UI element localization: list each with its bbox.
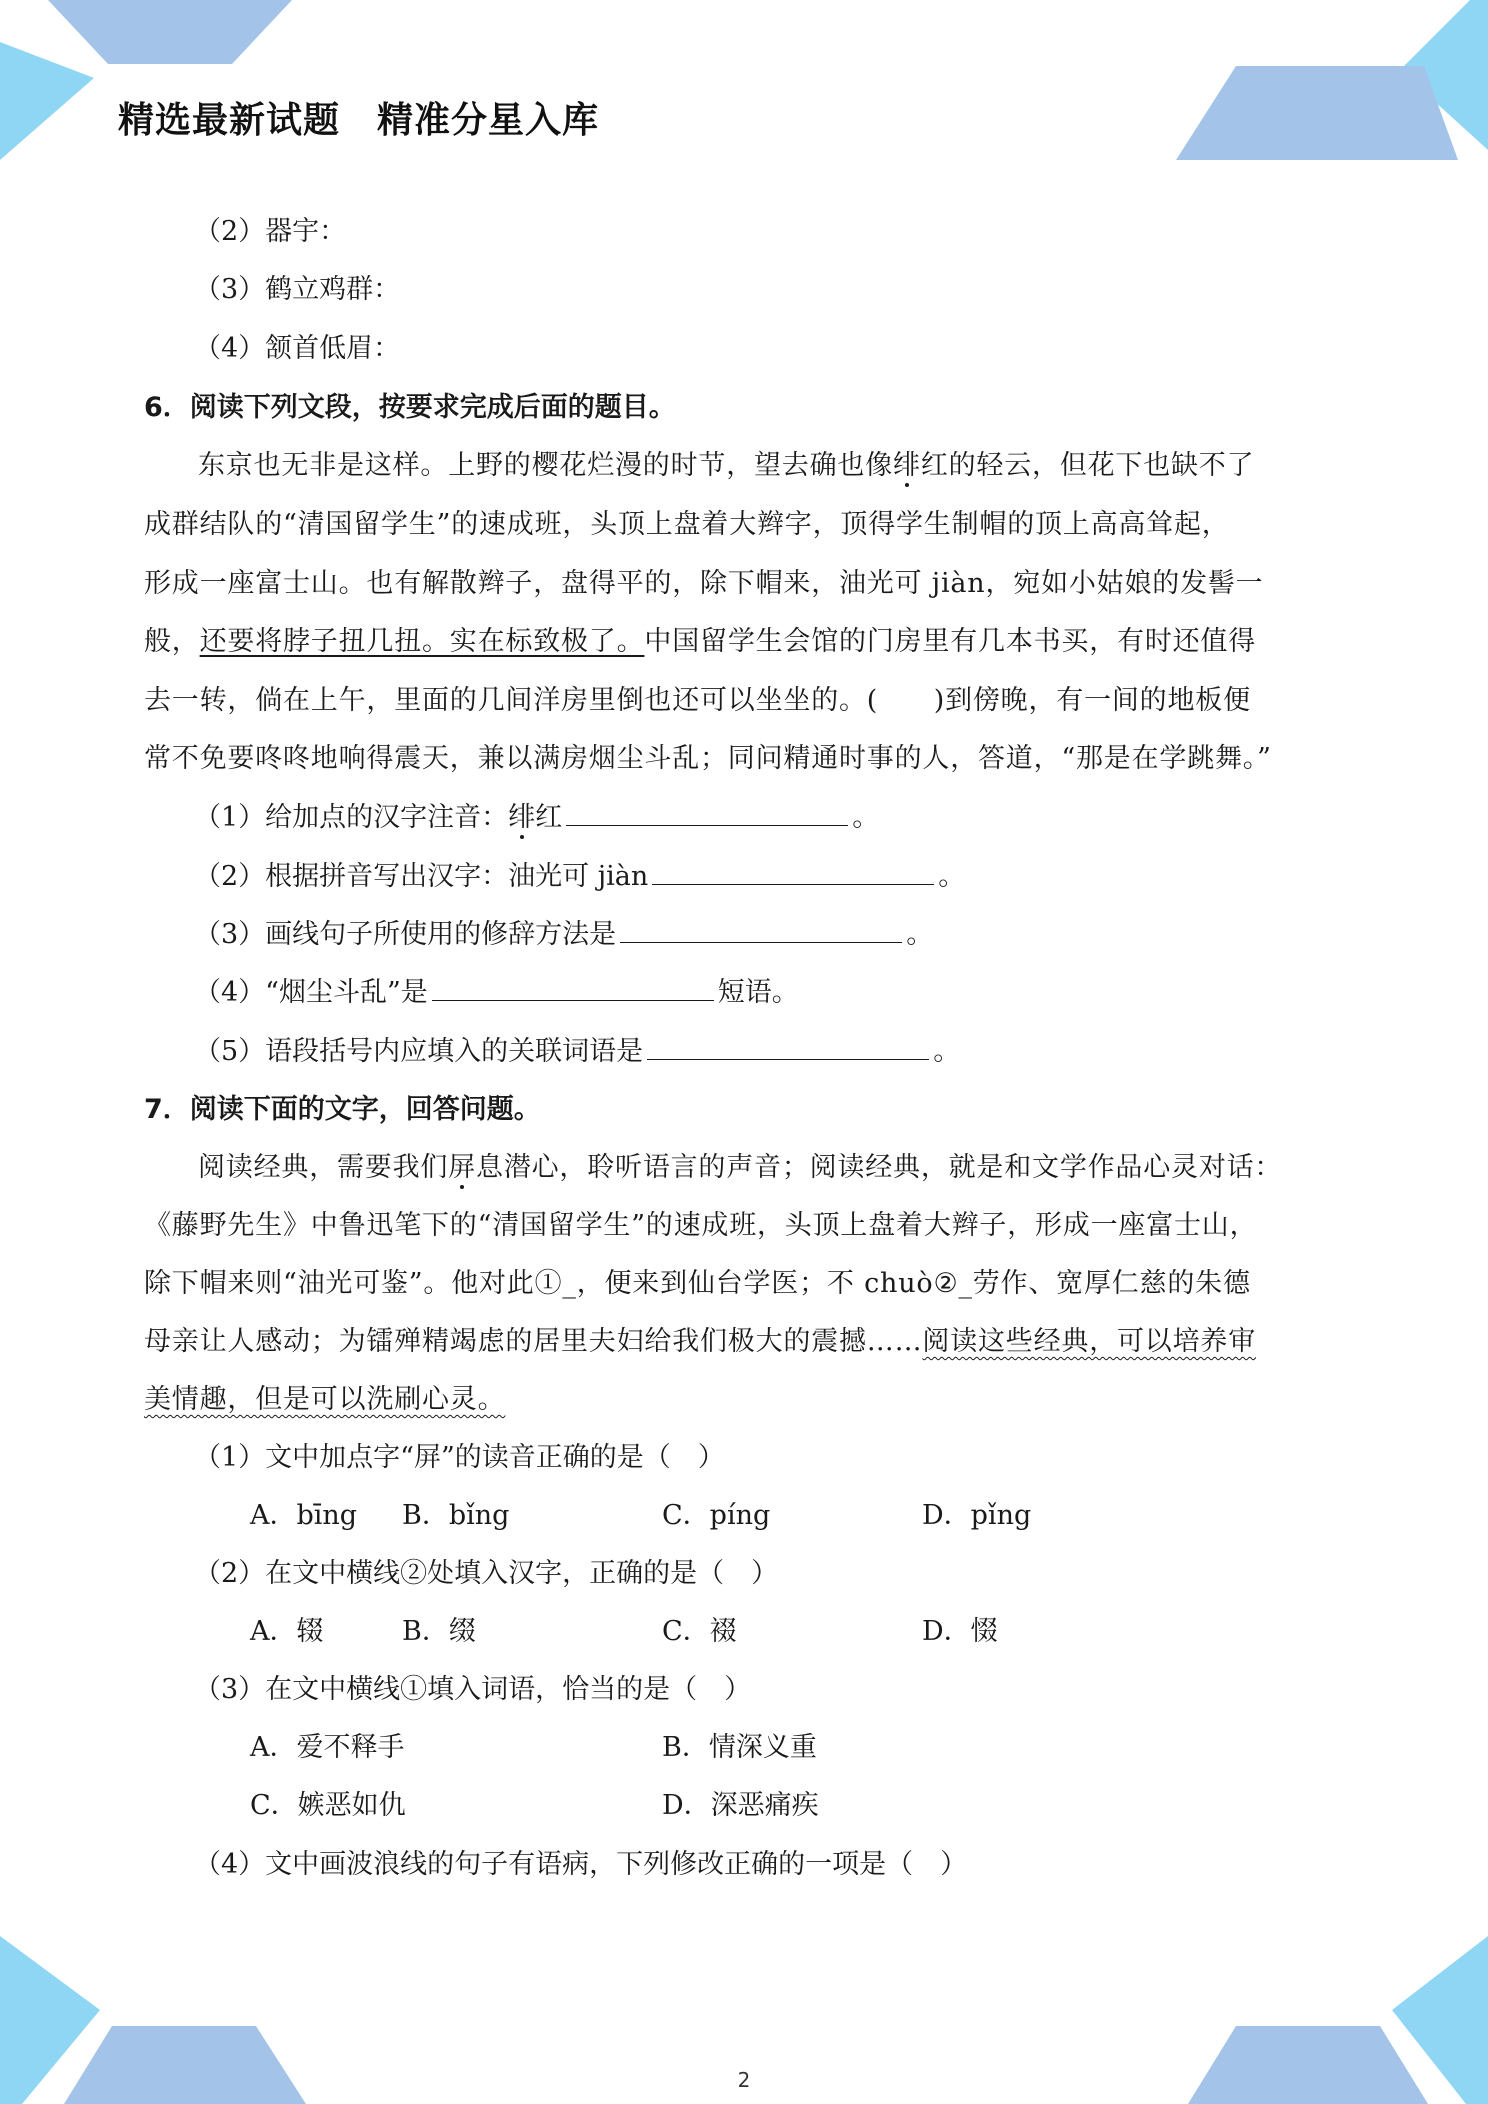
option-d[interactable]: D．惙: [922, 1616, 998, 1647]
list-item: （2）器宇：: [194, 216, 347, 247]
sub-question: （4）文中画波浪线的句子有语病，下列修改正确的一项是（ ）: [194, 1849, 968, 1880]
dotted-char: 绯: [893, 450, 921, 481]
option-b[interactable]: B．缀: [402, 1616, 476, 1647]
page-header-title: 精选最新试题 精准分星入库: [118, 100, 600, 141]
corner-trapezoid-bottom-right: [1188, 2026, 1428, 2104]
option-a[interactable]: A．爱不释手: [250, 1732, 405, 1763]
page-number: 2: [737, 2068, 751, 2092]
corner-triangle-top-left: [0, 42, 94, 160]
option-a[interactable]: A．辍: [250, 1616, 324, 1647]
sub-question: （5）语段括号内应填入的关联词语是 。: [194, 1031, 960, 1072]
sub-question: （3）在文中横线①填入词语，恰当的是（ ）: [194, 1674, 752, 1705]
list-item: （4）颔首低眉：: [194, 333, 401, 364]
sub-question: （4）“烟尘斗乱”是 短语。: [194, 972, 799, 1013]
corner-trapezoid-top-left: [48, 0, 292, 64]
answer-blank[interactable]: [647, 1031, 929, 1060]
option-b[interactable]: B．bǐng: [402, 1500, 510, 1531]
corner-trapezoid-bottom-left: [64, 2026, 306, 2104]
passage-line: 形成一座富士山。也有解散辫子，盘得平的，除下帽来，油光可 jiàn，宛如小姑娘的发髻一: [144, 568, 1264, 599]
option-d[interactable]: D．pǐng: [922, 1500, 1032, 1531]
corner-triangle-top-right: [1400, 0, 1488, 150]
underlined-sentence: 还要将脖子扭几扭。实在标致极了。: [199, 626, 645, 657]
passage-line: [144, 1380, 505, 1420]
passage-line: 成群结队的“清国留学生”的速成班，头顶上盘着大辫字，顶得学生制帽的顶上高高耸起，: [144, 509, 1230, 540]
passage-line: 阅读经典，需要我们屏息潜心，聆听语言的声音；阅读经典，就是和文学作品心灵对话：: [198, 1152, 1283, 1183]
passage-line: 东京也无非是这样。上野的樱花烂漫的时节，望去确也像绯红的轻云，但花下也缺不了: [198, 450, 1255, 481]
sub-question: （2）在文中横线②处填入汉字，正确的是（ ）: [194, 1558, 779, 1589]
question-6-title: 6．阅读下列文段，按要求完成后面的题目。: [144, 392, 676, 423]
dotted-char: 屏: [448, 1152, 477, 1183]
option-c[interactable]: C．嫉恶如仇: [250, 1790, 406, 1821]
passage-line: 般，还要将脖子扭几扭。实在标致极了。中国留学生会馆的门房里有几本书买，有时还值得: [144, 626, 1257, 657]
passage-line: 《藤野先生》中鲁迅笔下的“清国留学生”的速成班，头顶上盘着大辫子，形成一座富士山，: [144, 1210, 1258, 1241]
passage-line: 去一转，倘在上午，里面的几间洋房里倒也还可以坐坐的。( )到傍晚，有一间的地板便: [144, 685, 1251, 716]
answer-blank[interactable]: [620, 914, 902, 943]
passage-line: 常不免要咚咚地响得震天，兼以满房烟尘斗乱；同问精通时事的人，答道，“那是在学跳舞。”: [144, 743, 1272, 774]
option-d[interactable]: D．深恶痛疾: [662, 1790, 819, 1821]
answer-blank[interactable]: [652, 856, 934, 885]
option-b[interactable]: B．情深义重: [662, 1732, 817, 1763]
wavy-underlined-sentence: 阅读这些经典，可以培养审: [922, 1326, 1257, 1357]
option-c[interactable]: C．裰: [662, 1616, 737, 1647]
passage-line: 母亲让人感动；为镭殚精竭虑的居里夫妇给我们极大的震撼……阅读这些经典，可以培养审: [144, 1326, 1257, 1357]
dotted-char: 绯: [508, 802, 536, 833]
sub-question: （1）文中加点字“屏”的读音正确的是（ ）: [194, 1442, 725, 1473]
answer-blank[interactable]: [432, 972, 714, 1001]
wavy-underlined-sentence: 美情趣，但是可以洗刷心灵。: [144, 1384, 506, 1415]
option-c[interactable]: C．píng: [662, 1500, 771, 1531]
passage-line: 除下帽来则“油光可鉴”。他对此①_，便来到仙台学医；不 chuò②_劳作、宽厚仁慈的朱德: [144, 1268, 1251, 1299]
sub-question: （2）根据拼音写出汉字：油光可 jiàn 。: [194, 856, 965, 897]
sub-question: （1）给加点的汉字注音：绯红 。: [194, 797, 879, 838]
question-7-title: 7．阅读下面的文字，回答问题。: [144, 1094, 541, 1125]
list-item: （3）鹤立鸡群：: [194, 274, 401, 305]
answer-blank[interactable]: [566, 797, 848, 826]
sub-question: （3）画线句子所使用的修辞方法是 。: [194, 914, 933, 955]
corner-trapezoid-top-right: [1176, 66, 1458, 160]
option-a[interactable]: A．bīng: [250, 1500, 358, 1531]
